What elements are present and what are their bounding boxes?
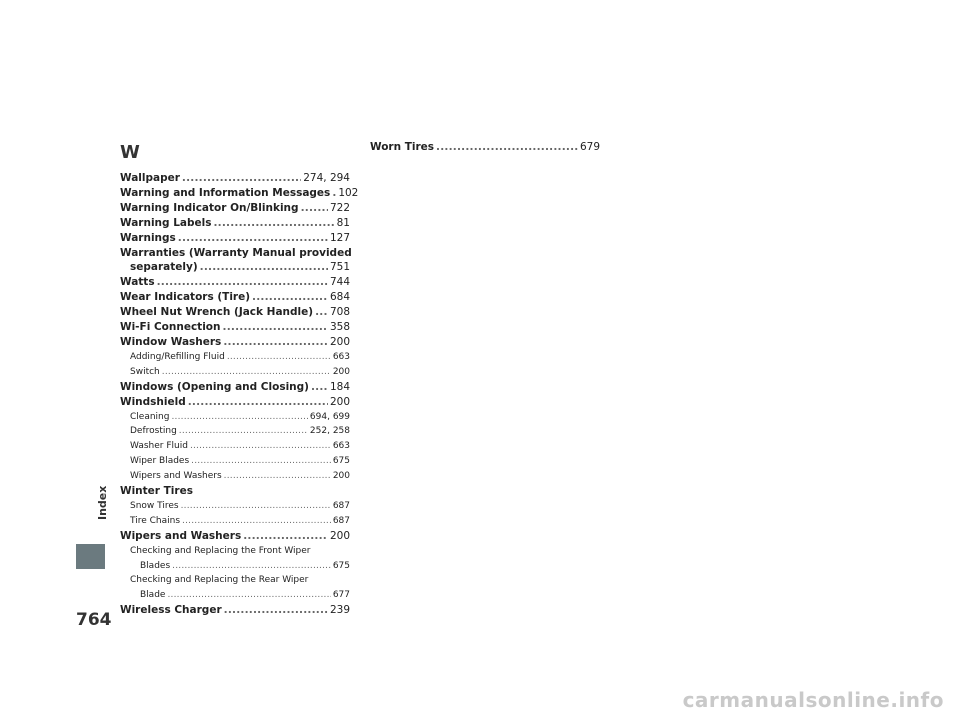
watermark: carmanualsonline.info [682,688,944,712]
index-entry: Wi-Fi Connection ..... 358 [120,320,350,335]
index-entry-heading: Warranties (Warranty Manual provided [120,246,352,259]
index-entry-heading: Winter Tires [120,485,193,498]
index-subentry: Defrosting ..... 252, 258 [120,424,350,439]
index-entry: Warning and Information Messages ..... 102 [120,186,350,201]
index-entry: Warning Labels ..... 81 [120,216,350,231]
index-subentry: Snow Tires ..... 687 [120,499,350,514]
index-entry: Watts ..... 744 [120,275,350,290]
index-entry: Windshield ..... 200 [120,395,350,410]
index-entry: Wallpaper ..... 274, 294 [120,171,350,186]
index-entry: Wear Indicators (Tire) ..... 684 [120,290,350,305]
index-subentry: Cleaning ..... 694, 699 [120,410,350,425]
index-entry: Warnings ..... 127 [120,231,350,246]
index-subentry: Washer Fluid ..... 663 [120,439,350,454]
index-subentry-heading: Checking and Replacing the Front Wiper [130,545,311,556]
index-entry: Wheel Nut Wrench (Jack Handle) ..... 708 [120,305,350,320]
index-entry: Worn Tires ..... 679 [370,140,600,155]
index-entry: Warning Indicator On/Blinking ..... 722 [120,201,350,216]
index-entry-continued: separately) ..... 751 [120,260,350,275]
index-subentry: Wipers and Washers ..... 200 [120,469,350,484]
index-subentry: Switch ..... 200 [120,365,350,380]
index-side-tab [76,544,105,569]
page-number: 764 [76,610,112,630]
index-entry: Window Washers ..... 200 [120,335,350,350]
section-letter: W [120,142,140,163]
side-label: Index [96,485,109,520]
index-entry: Wipers and Washers ..... 200 [120,529,350,544]
index-subentry-continued: Blades ..... 675 [120,559,350,574]
index-entry: Windows (Opening and Closing) ..... 184 [120,380,350,395]
index-subentry: Tire Chains ..... 687 [120,514,350,529]
index-entry: Wireless Charger ..... 239 [120,603,350,618]
index-subentry-continued: Blade ..... 677 [120,588,350,603]
index-subentry: Wiper Blades ..... 675 [120,454,350,469]
index-subentry: Adding/Refilling Fluid ..... 663 [120,350,350,365]
index-column-2 [370,140,600,155]
index-column-1 [120,142,359,618]
index-subentry-heading: Checking and Replacing the Rear Wiper [130,575,309,586]
